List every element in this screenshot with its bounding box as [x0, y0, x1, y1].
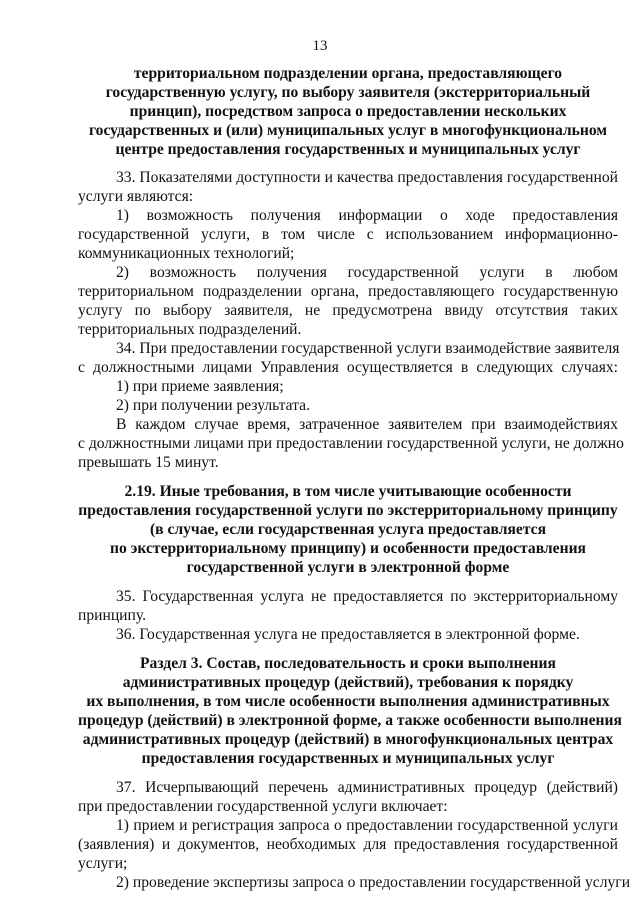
heading-line: государственную услугу, по выбору заявителя (экстерриториальный — [105, 84, 591, 101]
section-heading-line: административных процедур (действий), требования к порядку — [122, 674, 574, 691]
paragraph-line: принципу. — [78, 607, 147, 624]
section-heading-line: процедур (действий) в электронной форме, а также особенности выполнения — [78, 712, 622, 729]
section-heading-line: 2.19. Иные требования, в том числе учитывающие особенности — [124, 483, 572, 500]
section-heading-line: предоставления государственных и муниципальных услуг — [141, 750, 555, 767]
paragraph-line: 36. Государственная услуга не предоставляется в электронной форме. — [116, 626, 580, 643]
heading-line: центре предоставления государственных и муниципальных услуг — [115, 141, 581, 158]
section-heading-line: по экстерриториальному принципу) и особенности предоставления — [109, 540, 586, 557]
section-heading-line: административных процедур (действий) в многофункциональных центрах — [82, 731, 614, 748]
paragraph-line: 2) проведение экспертизы запроса о предоставлении государственной услуги — [116, 874, 631, 891]
heading-line: государственных и (или) муниципальных услуг в многофункциональном — [88, 122, 608, 139]
section-heading-line: Раздел 3. Состав, последовательность и сроки выполнения — [140, 655, 556, 672]
paragraph-line: 1) прием и регистрация запроса о предоставлении государственной услуги — [116, 817, 618, 834]
paragraph-line: с должностными лицами Управления осуществляется в следующих случаях: — [78, 359, 618, 376]
paragraph-line: 34. При предоставлении государственной услуги взаимодействие заявителя — [116, 340, 620, 357]
paragraph-line: 1) при приеме заявления; — [116, 378, 284, 395]
paragraph-line: территориальном подразделении органа, предоставляющего государственную — [78, 283, 618, 300]
heading-line: территориальном подразделении органа, предоставляющего — [133, 65, 563, 82]
paragraph-line: с должностными лицами при предоставлении государственной услуги, не должно — [78, 435, 624, 452]
paragraph-line: 37. Исчерпывающий перечень административных процедур (действий) — [116, 779, 618, 796]
section-heading-line: их выполнения, в том числе особенности выполнения административных — [86, 693, 610, 710]
paragraph-line: (заявления) и документов, необходимых для предоставления государственной — [78, 836, 618, 853]
paragraph-line: 1) возможность получения информации о ходе предоставления — [116, 207, 618, 224]
paragraph-line: 33. Показателями доступности и качества предоставления государственной — [116, 169, 618, 186]
paragraph-line: 2) при получении результата. — [116, 397, 310, 414]
paragraph-line: коммуникационных технологий; — [78, 245, 295, 262]
paragraph-line: услуги; — [78, 855, 128, 872]
paragraph-line: 2) возможность получения государственной услуги в любом — [116, 264, 618, 281]
section-heading-line: предоставления государственной услуги по экстерриториальному принципу — [78, 502, 618, 519]
paragraph-line: услуги являются: — [78, 188, 194, 205]
paragraph-line: услугу по выбору заявителя, не предусмотрена ввиду отсутствия таких — [78, 302, 618, 319]
section-heading-line: (в случае, если государственная услуга предоставляется — [149, 521, 547, 538]
paragraph-line: В каждом случае время, затраченное заявителем при взаимодействиях — [116, 416, 618, 433]
paragraph-line: превышать 15 минут. — [78, 454, 219, 471]
paragraph-line: 35. Государственная услуга не предоставляется по экстерриториальному — [116, 588, 618, 605]
page-number: 13 — [312, 38, 328, 54]
paragraph-line: государственной услуги, в том числе с использованием информационно- — [78, 226, 618, 243]
paragraph-line: территориальных подразделений. — [78, 321, 302, 338]
paragraph-line: при предоставлении государственной услуги включает: — [78, 798, 448, 815]
heading-line: принцип), посредством запроса о предоставлении нескольких — [129, 103, 567, 120]
section-heading-line: государственной услуги в электронной форме — [186, 559, 510, 576]
